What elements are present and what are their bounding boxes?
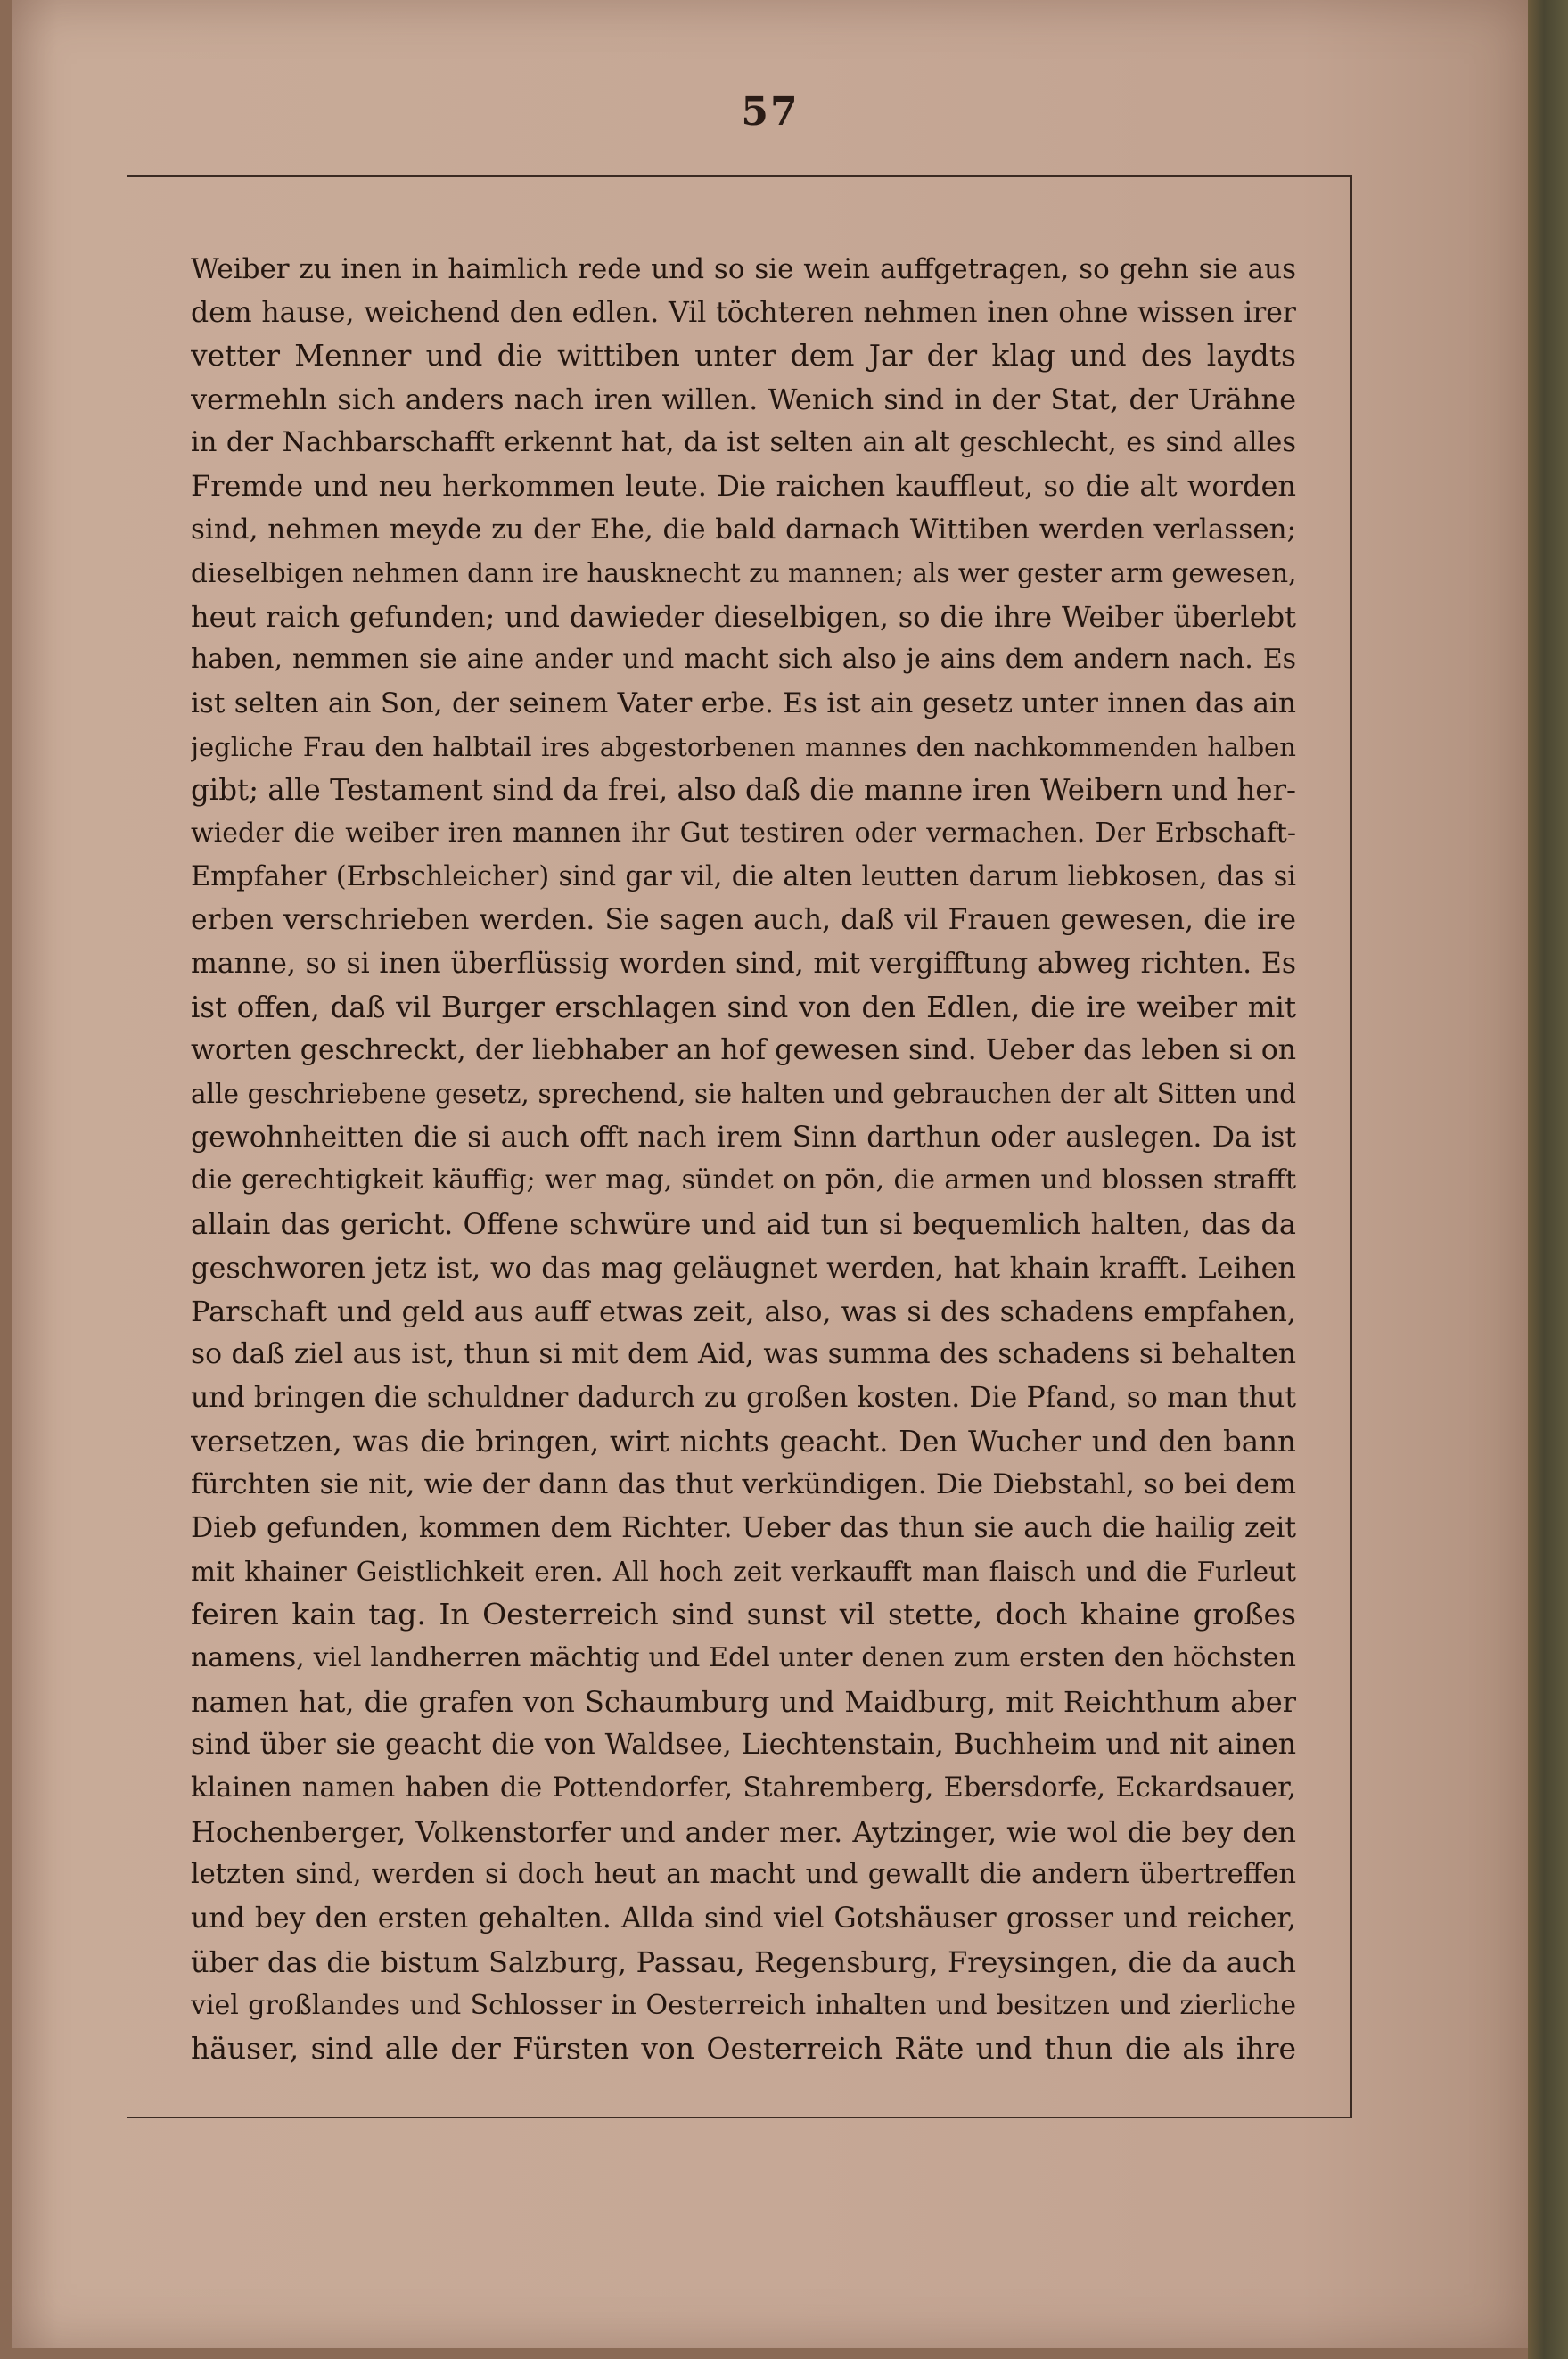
text-line: heut raich gefunden; und dawieder dieselbigen, so die ihre Weiber überlebt	[191, 599, 1296, 634]
text-line: namen hat, die grafen von Schaumburg und Maidburg, mit Reichthum aber	[191, 1684, 1296, 1719]
text-line: erben verschrieben werden. Sie sagen auch, daß vil Frauen gewesen, die ire	[191, 904, 1296, 937]
text-line: manne, so si inen überflüssig worden sind, mit vergifftung abweg richten. Es	[191, 948, 1296, 980]
text-line: worten geschreckt, der liebhaber an hof gewesen sind. Ueber das leben si on	[191, 1034, 1296, 1067]
text-line: sind über sie geacht die von Waldsee, Liechtenstain, Buchheim und nit ainen	[191, 1729, 1296, 1762]
text-line: allain das gericht. Offene schwüre und aid tun si bequemlich halten, das da	[191, 1207, 1296, 1242]
text-line: haben, nemmen sie aine ander und macht sich also je ains dem andern nach. Es	[191, 644, 1296, 676]
text-line: und bringen die schuldner dadurch zu großen kosten. Die Pfand, so man thut	[191, 1381, 1296, 1414]
text-line: gewohnheitten die si auch offt nach irem Sinn darthun oder auslegen. Da ist	[191, 1121, 1296, 1154]
text-line: geschworen jetz ist, wo das mag geläugnet werden, hat khain krafft. Leihen	[191, 1250, 1296, 1285]
text-line: klainen namen haben die Pottendorfer, Stahremberg, Ebersdorfe, Eckardsauer,	[191, 1772, 1296, 1804]
text-line: Hochenberger, Volkenstorfer und ander mer. Aytzinger, wie wol die bey den	[191, 1814, 1296, 1849]
text-line: Parschaft und geld aus auff etwas zeit, also, was si des schadens empfahen,	[191, 1294, 1296, 1328]
text-line: Dieb gefunden, kommen dem Richter. Ueber das thun sie auch die hailig zeit	[191, 1511, 1296, 1544]
text-line: alle geschriebene gesetz, sprechend, sie halten und gebrauchen der alt Sitten und	[191, 1079, 1296, 1110]
book-edge	[1528, 0, 1568, 2359]
text-line: letzten sind, werden si doch heut an macht und gewallt die andern übertreffen	[191, 1859, 1296, 1891]
book-page	[12, 0, 1528, 2348]
text-line: häuser, sind alle der Fürsten von Oesterreich Räte und thun die als ihre	[191, 2031, 1296, 2067]
text-line: über das die bistum Salzburg, Passau, Regensburg, Freysingen, die da auch	[191, 1944, 1296, 1979]
text-line: dieselbigen nehmen dann ire hausknecht zu mannen; als wer gester arm gewesen,	[191, 557, 1296, 588]
text-line: so daß ziel aus ist, thun si mit dem Aid, was summa des schadens si behalten	[191, 1338, 1296, 1371]
text-line: Fremde und neu herkommen leute. Die raichen kauffleut, so die alt worden	[191, 469, 1296, 504]
text-line: und bey den ersten gehalten. Allda sind viel Gotshäuser grosser und reicher,	[191, 1903, 1296, 1936]
text-line: feiren kain tag. In Oesterreich sind sunst vil stette, doch khaine großes	[191, 1597, 1296, 1632]
text-line: Empfaher (Erbschleicher) sind gar vil, die alten leutten darum liebkosen, das si	[191, 860, 1296, 892]
text-line: dem hause, weichend den edlen. Vil töchteren nehmen inen ohne wissen irer	[191, 296, 1296, 329]
text-line: gibt; alle Testament sind da frei, also daß die manne iren Weibern und her-	[191, 773, 1296, 808]
text-line: sind, nehmen meyde zu der Ehe, die bald darnach Wittiben werden verlassen;	[191, 514, 1296, 547]
text-line: fürchten sie nit, wie der dann das thut verkündigen. Die Diebstahl, so bei dem	[191, 1468, 1296, 1501]
text-line: jegliche Frau den halbtail ires abgestorbenen mannes den nachkommenden halben	[191, 731, 1296, 762]
text-line: namens, viel landherren mächtig und Edel unter denen zum ersten den höchsten	[191, 1642, 1296, 1673]
text-line: ist selten ain Son, der seinem Vater erbe. Es ist ain gesetz unter innen das ain	[191, 686, 1296, 719]
body-text	[191, 248, 1296, 2071]
text-line: in der Nachbarschafft erkennt hat, da ist selten ain alt geschlecht, es sind alles	[191, 426, 1296, 458]
text-line: vermehln sich anders nach iren willen. Wenich sind in der Stat, der Urähne	[191, 382, 1296, 417]
text-line: wieder die weiber iren mannen ihr Gut testiren oder vermachen. Der Erbschaft-	[191, 817, 1296, 849]
text-frame-bottom-rule	[127, 2117, 1352, 2122]
text-line: versetzen, was die bringen, wirt nichts geacht. Den Wucher und den bann	[191, 1424, 1296, 1459]
text-line: ist offen, daß vil Burger erschlagen sind von den Edlen, die ire weiber mit	[191, 990, 1296, 1024]
text-line: Weiber zu inen in haimlich rede und so sie wein auffgetragen, so gehn sie aus	[191, 253, 1296, 285]
text-line: viel großlandes und Schlosser in Oesterreich inhalten und besitzen und zierliche	[191, 1989, 1296, 2021]
text-line: mit khainer Geistlichkeit eren. All hoch zeit verkaufft man flaisch und die Furleut	[191, 1556, 1296, 1587]
text-line: die gerechtigkeit käuffig; wer mag, sündet on pön, die armen und blossen strafft	[191, 1164, 1296, 1196]
page-number: 57	[741, 89, 800, 135]
text-line: vetter Menner und die wittiben unter dem Jar der klag und des laydts	[191, 338, 1296, 374]
